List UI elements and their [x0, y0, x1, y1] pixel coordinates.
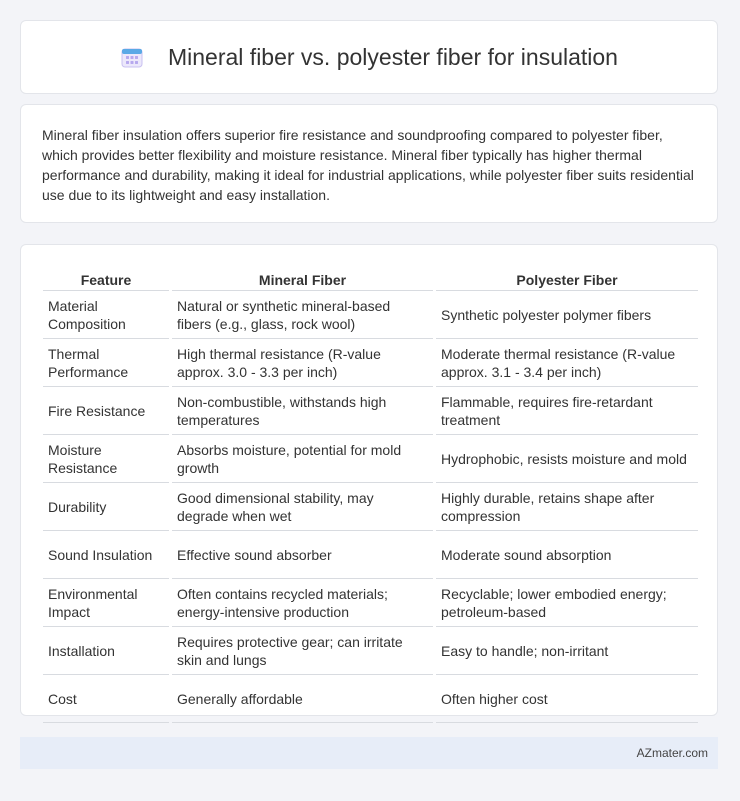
title-card: [20, 20, 718, 94]
row-feature: Moisture Resistance: [43, 435, 169, 483]
table-row: [43, 675, 698, 723]
row-polyester-value: Recyclable; lower embodied energy; petroleum-based: [436, 579, 698, 627]
row-mineral-value: Absorbs moisture, potential for mold growth: [172, 435, 433, 483]
summary-card: [20, 104, 718, 223]
header-polyester-fiber: Polyester Fiber: [436, 263, 698, 291]
summary-text: Mineral fiber insulation offers superior fire resistance and soundproofing compared to polyester fiber, which provides better flexibility and moisture resistance. Mineral fiber typically has higher thermal performance and durability, making it ideal for industrial applications, while polyester fiber suits residential use due to its lightweight and easy installation.: [42, 127, 694, 203]
calendar-icon: [120, 45, 144, 69]
table-header-row: [43, 263, 698, 291]
row-feature: Material Composition: [43, 291, 169, 339]
row-mineral-value: Non-combustible, withstands high temperatures: [172, 387, 433, 435]
header-mineral-fiber: Mineral Fiber: [172, 263, 433, 291]
row-polyester-value: Flammable, requires fire-retardant treatment: [436, 387, 698, 435]
row-feature: Installation: [43, 627, 169, 675]
footer-bar: [20, 737, 718, 769]
row-polyester-value: Hydrophobic, resists moisture and mold: [436, 435, 698, 483]
row-mineral-value: Requires protective gear; can irritate skin and lungs: [172, 627, 433, 675]
table-row: [43, 435, 698, 483]
row-mineral-value: Effective sound absorber: [172, 531, 433, 579]
row-feature: Thermal Performance: [43, 339, 169, 387]
row-mineral-value: High thermal resistance (R-value approx. 3.0 - 3.3 per inch): [172, 339, 433, 387]
row-feature: Fire Resistance: [43, 387, 169, 435]
row-polyester-value: Moderate thermal resistance (R-value approx. 3.1 - 3.4 per inch): [436, 339, 698, 387]
table-row: [43, 387, 698, 435]
row-mineral-value: Good dimensional stability, may degrade when wet: [172, 483, 433, 531]
table-row: [43, 339, 698, 387]
row-feature: Cost: [43, 675, 169, 723]
row-mineral-value: Generally affordable: [172, 675, 433, 723]
row-polyester-value: Easy to handle; non-irritant: [436, 627, 698, 675]
row-mineral-value: Natural or synthetic mineral-based fibers (e.g., glass, rock wool): [172, 291, 433, 339]
row-polyester-value: Often higher cost: [436, 675, 698, 723]
row-polyester-value: Moderate sound absorption: [436, 531, 698, 579]
row-polyester-value: Synthetic polyester polymer fibers: [436, 291, 698, 339]
page-title: Mineral fiber vs. polyester fiber for insulation: [168, 43, 618, 70]
row-mineral-value: Often contains recycled materials; energy-intensive production: [172, 579, 433, 627]
table-row: [43, 531, 698, 579]
row-feature: Durability: [43, 483, 169, 531]
table-row: [43, 291, 698, 339]
table-row: [43, 579, 698, 627]
comparison-table-card: [20, 244, 718, 716]
table-row: [43, 483, 698, 531]
header-feature: Feature: [43, 263, 169, 291]
table-row: [43, 627, 698, 675]
footer-brand[interactable]: AZmater.com: [636, 746, 708, 760]
row-polyester-value: Highly durable, retains shape after compression: [436, 483, 698, 531]
comparison-table: [40, 263, 701, 723]
row-feature: Sound Insulation: [43, 531, 169, 579]
row-feature: Environmental Impact: [43, 579, 169, 627]
